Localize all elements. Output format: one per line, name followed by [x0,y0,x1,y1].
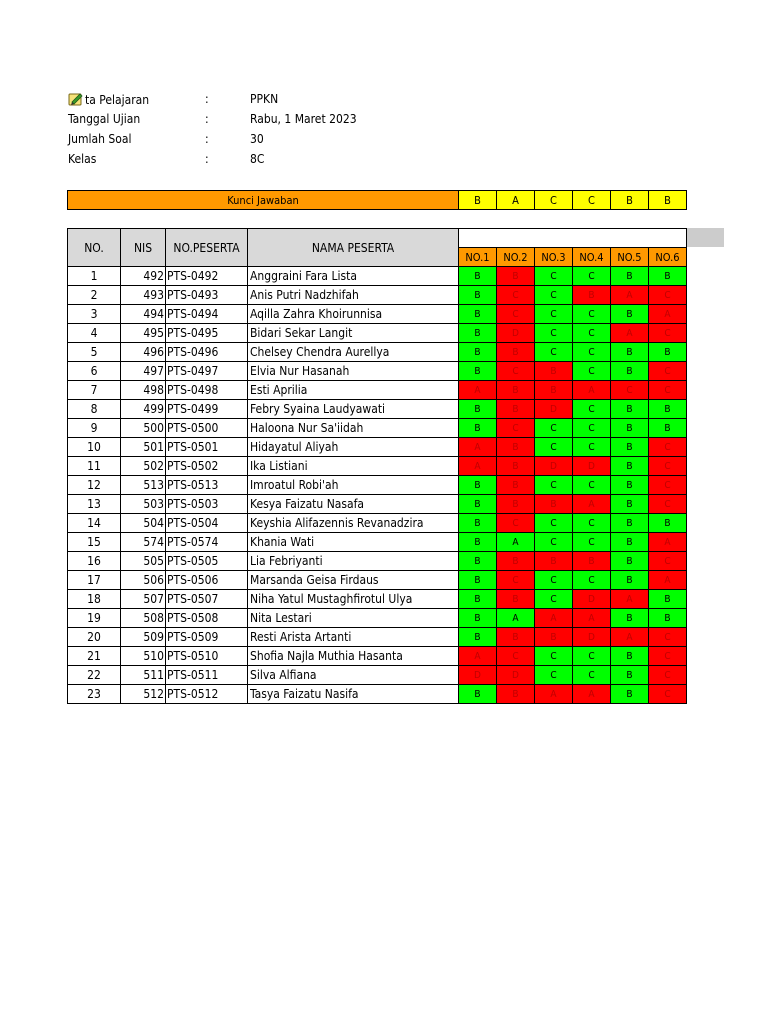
subject-value: PPKN [250,92,279,106]
col-header-question: NO.5 [611,248,649,267]
answer-cell: C [573,666,611,685]
answer-cell: B [649,514,687,533]
row-number: 12 [68,476,121,495]
question-count-label: Jumlah Soal [68,132,132,146]
answer-cell: B [459,628,497,647]
row-number: 9 [68,419,121,438]
nis-cell: 508 [121,609,166,628]
answer-cell: B [459,324,497,343]
no-peserta-cell: PTS-0509 [166,628,248,647]
no-peserta-cell: PTS-0511 [166,666,248,685]
colon: : [205,132,209,146]
answer-cell: A [649,533,687,552]
answer-cell: B [573,286,611,305]
answer-cell: D [535,400,573,419]
answer-cell: B [497,476,535,495]
answer-cell: B [497,381,535,400]
row-number: 5 [68,343,121,362]
answer-cell: C [649,495,687,514]
answer-cell: A [497,609,535,628]
nama-cell: Elvia Nur Hasanah [248,362,459,381]
answer-cell: B [459,267,497,286]
answer-cell: C [649,286,687,305]
class-value: 8C [250,152,265,166]
answer-key-table [67,190,687,210]
answer-cell: B [459,476,497,495]
answer-cell: C [573,647,611,666]
answer-cell: C [497,286,535,305]
row-number: 20 [68,628,121,647]
answer-cell: B [649,267,687,286]
nama-cell: Anis Putri Nadzhifah [248,286,459,305]
nis-cell: 495 [121,324,166,343]
date-label: Tanggal Ujian [68,112,141,126]
answer-cell: A [459,647,497,666]
answer-cell: B [535,381,573,400]
table-row [68,590,687,609]
nis-cell: 507 [121,590,166,609]
answer-cell: C [497,514,535,533]
answer-cell: B [611,457,649,476]
answer-cell: C [535,533,573,552]
row-number: 16 [68,552,121,571]
no-peserta-cell: PTS-0512 [166,685,248,704]
nama-cell: Niha Yatul Mustaghfirotul Ulya [248,590,459,609]
nama-cell: Resti Arista Artanti [248,628,459,647]
answer-cell: B [459,609,497,628]
answer-cell: A [573,381,611,400]
nis-cell: 503 [121,495,166,514]
answer-cell: B [535,495,573,514]
table-row [68,609,687,628]
answer-cell: B [459,286,497,305]
answer-cell: C [573,267,611,286]
nis-cell: 493 [121,286,166,305]
answer-cell: B [611,476,649,495]
answer-cell: A [497,533,535,552]
col-header-no: NO. [68,229,121,267]
answer-cell: B [459,419,497,438]
class-label: Kelas [68,152,97,166]
answer-cell: B [459,495,497,514]
nama-cell: Khania Wati [248,533,459,552]
nis-cell: 500 [121,419,166,438]
answer-cell: C [573,419,611,438]
row-number: 3 [68,305,121,324]
blank-header [459,229,687,248]
no-peserta-cell: PTS-0495 [166,324,248,343]
answer-cell: A [611,286,649,305]
answer-cell: B [649,343,687,362]
table-row [68,362,687,381]
table-row [68,647,687,666]
col-header-no-peserta: NO.PESERTA [166,229,248,267]
nama-cell: Kesya Faizatu Nasafa [248,495,459,514]
answer-cell: B [459,571,497,590]
nis-cell: 501 [121,438,166,457]
answer-cell: D [535,457,573,476]
answer-cell: C [573,533,611,552]
nama-cell: Keyshia Alifazennis Revanadzira [248,514,459,533]
nis-cell: 506 [121,571,166,590]
answer-cell: C [573,324,611,343]
question-count-value: 30 [250,132,264,146]
answer-cell: B [611,362,649,381]
no-peserta-cell: PTS-0506 [166,571,248,590]
pencil-note-icon [68,92,84,106]
colon: : [205,92,209,106]
col-header-question: NO.6 [649,248,687,267]
answer-cell: C [573,514,611,533]
answer-cell: C [535,343,573,362]
subject-label: ta Pelajaran [85,93,150,107]
answer-cell: B [497,343,535,362]
nama-cell: Nita Lestari [248,609,459,628]
answer-cell: C [649,647,687,666]
no-peserta-cell: PTS-0499 [166,400,248,419]
answer-cell: B [649,590,687,609]
answer-cell: C [535,305,573,324]
nama-cell: Marsanda Geisa Firdaus [248,571,459,590]
answer-cell: A [459,381,497,400]
answer-cell: D [497,666,535,685]
answer-cell: A [459,457,497,476]
answer-cell: D [573,628,611,647]
answer-cell: B [611,419,649,438]
answer-cell: A [573,495,611,514]
row-number: 23 [68,685,121,704]
answer-cell: B [459,590,497,609]
answer-cell: C [497,362,535,381]
answer-cell: B [497,438,535,457]
no-peserta-cell: PTS-0502 [166,457,248,476]
answer-cell: C [535,590,573,609]
answer-cell: C [649,457,687,476]
row-number: 7 [68,381,121,400]
nis-cell: 574 [121,533,166,552]
answer-cell: B [611,552,649,571]
answer-cell: B [497,267,535,286]
row-number: 18 [68,590,121,609]
no-peserta-cell: PTS-0493 [166,286,248,305]
row-number: 4 [68,324,121,343]
answer-cell: A [459,438,497,457]
row-number: 19 [68,609,121,628]
table-row [68,628,687,647]
nama-cell: Chelsey Chendra Aurellya [248,343,459,362]
nama-cell: Febry Syaina Laudyawati [248,400,459,419]
table-row [68,457,687,476]
row-number: 14 [68,514,121,533]
answer-cell: B [497,400,535,419]
table-row [68,514,687,533]
nis-cell: 492 [121,267,166,286]
table-row [68,476,687,495]
answer-cell: A [611,628,649,647]
col-header-nis: NIS [121,229,166,267]
nama-cell: Haloona Nur Sa'iidah [248,419,459,438]
answer-cell: C [497,305,535,324]
col-header-nama: NAMA PESERTA [248,229,459,267]
colon: : [205,112,209,126]
nis-cell: 510 [121,647,166,666]
answer-cell: C [649,552,687,571]
no-peserta-cell: PTS-0507 [166,590,248,609]
answer-cell: A [611,590,649,609]
answer-key-cell: C [573,191,611,210]
colon: : [205,152,209,166]
nama-cell: Imroatul Robi'ah [248,476,459,495]
col-header-question: NO.2 [497,248,535,267]
answer-cell: D [497,324,535,343]
answer-cell: B [611,267,649,286]
col-header-question: NO.1 [459,248,497,267]
row-number: 13 [68,495,121,514]
answer-cell: C [497,419,535,438]
answer-cell: C [649,362,687,381]
table-row [68,343,687,362]
row-number: 8 [68,400,121,419]
nama-cell: Shofia Najla Muthia Hasanta [248,647,459,666]
answer-cell: B [497,552,535,571]
nama-cell: Aqilla Zahra Khoirunnisa [248,305,459,324]
answer-cell: C [649,438,687,457]
answer-key-row [68,191,687,210]
answer-cell: B [611,685,649,704]
answer-cell: B [459,343,497,362]
nis-cell: 509 [121,628,166,647]
answer-cell: B [611,400,649,419]
answer-cell: B [611,666,649,685]
table-row [68,381,687,400]
no-peserta-cell: PTS-0492 [166,267,248,286]
row-number: 15 [68,533,121,552]
date-value: Rabu, 1 Maret 2023 [250,112,357,126]
answer-key-cell: B [611,191,649,210]
answer-cell: B [459,305,497,324]
row-number: 1 [68,267,121,286]
answer-cell: C [535,571,573,590]
answer-cell: C [649,476,687,495]
no-peserta-cell: PTS-0574 [166,533,248,552]
answer-key-cell: C [535,191,573,210]
nis-cell: 499 [121,400,166,419]
answer-cell: C [497,647,535,666]
answer-cell: B [611,438,649,457]
table-row [68,305,687,324]
row-number: 22 [68,666,121,685]
nis-cell: 498 [121,381,166,400]
answer-cell: B [497,457,535,476]
answer-cell: B [459,533,497,552]
row-number: 6 [68,362,121,381]
nis-cell: 504 [121,514,166,533]
no-peserta-cell: PTS-0508 [166,609,248,628]
answer-cell: B [497,590,535,609]
answer-cell: C [573,343,611,362]
nis-cell: 496 [121,343,166,362]
table-row [68,685,687,704]
answer-cell: B [497,628,535,647]
answer-cell: C [649,666,687,685]
answer-cell: B [611,495,649,514]
row-number: 2 [68,286,121,305]
answer-cell: C [573,305,611,324]
answer-cell: C [535,419,573,438]
answer-key-cell: A [497,191,535,210]
answer-cell: C [649,381,687,400]
answer-cell: B [649,400,687,419]
answer-cell: B [459,400,497,419]
table-row [68,438,687,457]
answer-cell: C [649,685,687,704]
table-row [68,495,687,514]
nama-cell: Hidayatul Aliyah [248,438,459,457]
answer-cell: C [573,362,611,381]
answer-cell: B [611,514,649,533]
answer-cell: C [535,324,573,343]
row-number: 11 [68,457,121,476]
no-peserta-cell: PTS-0498 [166,381,248,400]
answer-cell: C [611,381,649,400]
table-row [68,666,687,685]
answer-cell: A [573,609,611,628]
answer-cell: C [535,438,573,457]
answer-cell: B [459,685,497,704]
nama-cell: Esti Aprilia [248,381,459,400]
no-peserta-cell: PTS-0501 [166,438,248,457]
nis-cell: 513 [121,476,166,495]
no-peserta-cell: PTS-0510 [166,647,248,666]
answer-cell: C [535,286,573,305]
col-header-question: NO.4 [573,248,611,267]
answer-cell: B [649,609,687,628]
no-peserta-cell: PTS-0494 [166,305,248,324]
answer-cell: A [535,685,573,704]
answer-cell: B [497,685,535,704]
answer-cell: C [573,571,611,590]
nis-cell: 511 [121,666,166,685]
row-number: 17 [68,571,121,590]
answer-cell: C [535,476,573,495]
no-peserta-cell: PTS-0496 [166,343,248,362]
answer-cell: D [459,666,497,685]
answer-cell: C [573,400,611,419]
table-row [68,552,687,571]
no-peserta-cell: PTS-0500 [166,419,248,438]
answer-cell: C [573,438,611,457]
no-peserta-cell: PTS-0503 [166,495,248,514]
no-peserta-cell: PTS-0504 [166,514,248,533]
answer-cell: A [535,609,573,628]
table-row [68,267,687,286]
answers-table [67,228,687,704]
answer-cell: D [573,457,611,476]
row-number: 10 [68,438,121,457]
answer-cell: A [611,324,649,343]
col-header-question: NO.3 [535,248,573,267]
answer-cell: A [649,571,687,590]
answer-cell: B [611,305,649,324]
header-row [68,229,687,248]
answer-cell: B [611,533,649,552]
nama-cell: Ika Listiani [248,457,459,476]
answer-cell: C [573,476,611,495]
answer-key-cell: B [459,191,497,210]
answer-cell: C [497,571,535,590]
nis-cell: 505 [121,552,166,571]
answer-cell: B [611,647,649,666]
answer-cell: B [535,362,573,381]
answer-cell: B [535,552,573,571]
answer-cell: B [459,362,497,381]
nis-cell: 497 [121,362,166,381]
nama-cell: Silva Alfiana [248,666,459,685]
answer-cell: A [649,305,687,324]
answer-key-title: Kunci Jawaban [68,191,459,210]
table-row [68,324,687,343]
answer-cell: B [535,628,573,647]
answer-cell: B [649,419,687,438]
row-number: 21 [68,647,121,666]
gray-cell-fill [686,228,724,247]
answer-cell: B [459,514,497,533]
table-row [68,400,687,419]
answer-cell: C [535,514,573,533]
table-row [68,533,687,552]
table-row [68,571,687,590]
answer-key-cell: B [649,191,687,210]
answer-cell: C [535,666,573,685]
answer-cell: B [497,495,535,514]
answer-cell: C [649,324,687,343]
answer-cell: C [535,647,573,666]
answer-cell: C [649,628,687,647]
nama-cell: Lia Febriyanti [248,552,459,571]
answer-cell: B [611,609,649,628]
nis-cell: 512 [121,685,166,704]
answer-cell: C [535,267,573,286]
answer-cell: B [611,571,649,590]
no-peserta-cell: PTS-0497 [166,362,248,381]
table-row [68,419,687,438]
nama-cell: Tasya Faizatu Nasifa [248,685,459,704]
answer-cell: B [573,552,611,571]
nis-cell: 494 [121,305,166,324]
answer-cell: A [573,685,611,704]
answer-cell: B [611,343,649,362]
no-peserta-cell: PTS-0505 [166,552,248,571]
answer-cell: B [459,552,497,571]
nama-cell: Bidari Sekar Langit [248,324,459,343]
nis-cell: 502 [121,457,166,476]
nama-cell: Anggraini Fara Lista [248,267,459,286]
no-peserta-cell: PTS-0513 [166,476,248,495]
table-row [68,286,687,305]
answer-cell: D [573,590,611,609]
